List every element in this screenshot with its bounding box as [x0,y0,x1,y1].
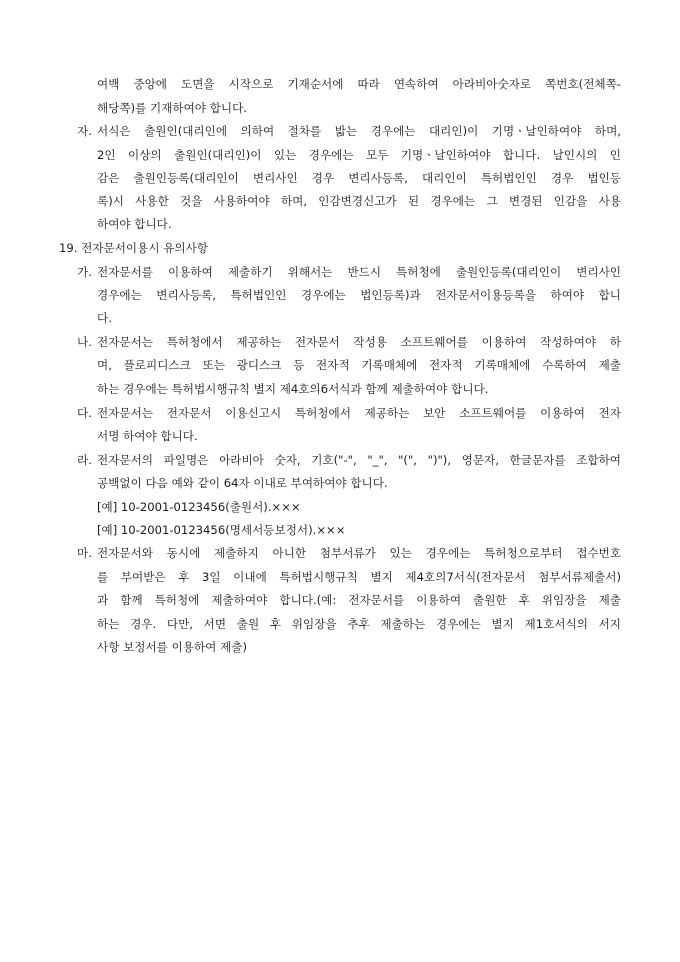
paragraph-line: 서식은 출원인(대리인에 의하여 절차를 밟는 경우에는 대리인)이 기명ㆍ날인하여야 하며, [97,124,621,138]
paragraph-line: 경우에는 변리사등록, 특허법인인 경우에는 법인등록)과 전자문서이용등록을 하여야 합니 [97,288,621,302]
paragraph-line: 다. [97,311,112,325]
paragraph-line: 전자문서를 이용하여 제출하기 위해서는 반드시 특허청에 출원인등록(대리인이 변리사인 [97,265,621,279]
item-marker-ga: 가. [77,265,92,279]
paragraph-line: 전자문서와 동시에 제출하지 아니한 첨부서류가 있는 경우에는 특허청으로부터 접수번호 [97,546,621,560]
paragraph-line: 전자문서의 파일명은 아라비아 숫자, 기호("-", "_", "(", ")"), 영문자, 한글문자를 조합하여 [97,453,621,467]
example-line: [예] 10-2001-0123456(명세서등보정서).××× [97,523,346,537]
paragraph-line: 2인 이상의 출원인(대리인)이 있는 경우에는 모두 기명ㆍ날인하여야 합니다. 날인시의 인 [97,148,621,162]
item-marker-ra: 라. [77,453,92,467]
item-marker-na: 나. [77,335,92,349]
paragraph-line: 하여야 합니다. [97,217,172,231]
paragraph-line: 서명 하여야 합니다. [97,429,198,443]
paragraph-line: 전자문서는 특허청에서 제공하는 전자문서 작성용 소프트웨어를 이용하여 작성하여야 하 [97,335,621,349]
paragraph-line: 공백없이 다음 예와 같이 64자 이내로 부여하여야 합니다. [97,476,388,490]
example-line: [예] 10-2001-0123456(출원서).××× [97,500,301,514]
paragraph-line: 하는 경우. 다만, 서면 출원 후 위임장을 추후 제출하는 경우에는 별지 제1호서식의 서지 [97,617,621,631]
paragraph-line: 하는 경우에는 특허법시행규칙 별지 제4호의6서식과 함께 제출하여야 합니다. [97,382,489,396]
paragraph-line: 해당쪽)를 기재하여야 합니다. [97,101,247,115]
paragraph-line: 전자문서는 전자문서 이용신고시 특허청에서 제공하는 보안 소프트웨어를 이용하여 전자 [97,406,621,420]
paragraph-line: 록)시 사용한 것을 사용하여야 하며, 인감변경신고가 된 경우에는 그 변경된 인감을 사용 [97,194,621,208]
paragraph-line: 며, 플로피디스크 또는 광디스크 등 전자적 기록매체에 전자적 기록매체에 수록하여 제출 [97,358,621,372]
item-marker-ma: 마. [77,546,92,560]
paragraph-line: 감은 출원인등록(대리인이 변리사인 경우 변리사등록, 대리인이 특허법인인 경우 법인등 [97,171,621,185]
section-heading: 19. 전자문서이용시 유의사항 [59,241,209,255]
item-marker-ja: 자. [77,124,92,138]
paragraph-line: 사항 보정서를 이용하여 제출) [97,640,247,654]
paragraph-line: 과 함께 특허청에 제출하여야 합니다.(예: 전자문서를 이용하여 출원한 후 위임장을 제출 [97,593,621,607]
paragraph-line: 여백 중앙에 도면을 시작으로 기재순서에 따라 연속하여 아라비아숫자로 쪽번호(전체쪽- [97,77,621,91]
paragraph-line: 를 부여받은 후 3일 이내에 특허법시행규칙 별지 제4호의7서식(전자문서 첨부서류제출서) [97,570,621,584]
item-marker-da: 다. [77,406,92,420]
